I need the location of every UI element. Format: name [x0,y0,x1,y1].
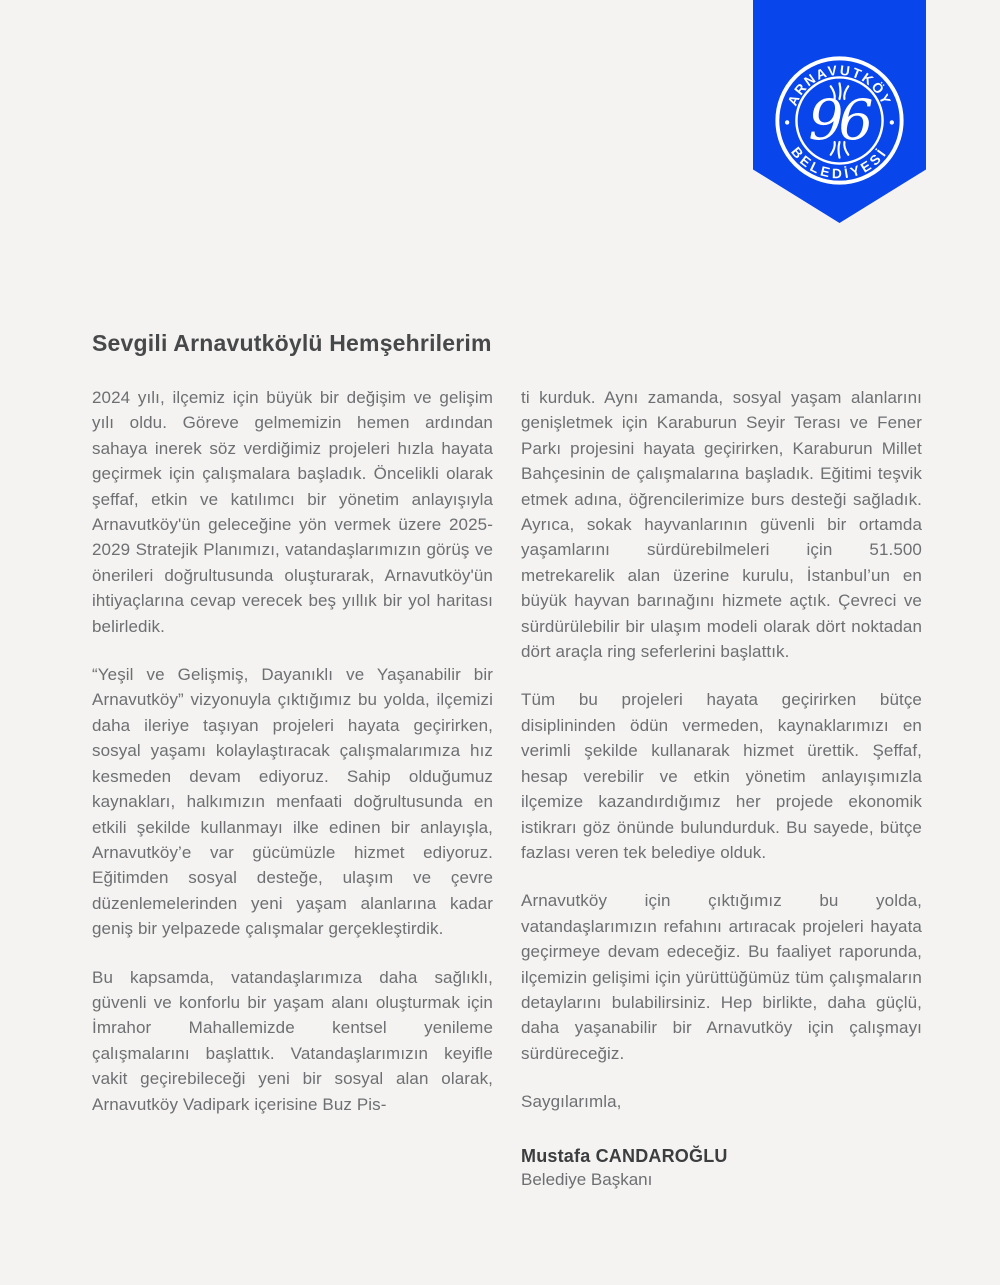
paragraph: Arnavutköy için çıktığımız bu yolda, vatandaşlarımızın refahını artıracak projeleri hayata geçirmeye devam edeceğiz. Bu faaliyet raporunda, ilçemizin gelişimi için yürüttüğümüz tüm çalışmaların detaylarını bulabilirsiniz. Hep birlikte, daha güçlü, daha yaşanabilir bir Arnavutköy için çalışmayı sürdüreceğiz. [521,891,922,1063]
seal-monogram: 96 [808,88,869,153]
paragraph: ti kurduk. Aynı zamanda, sosyal yaşam alanlarını genişletmek için Karaburun Seyir Terası ve Fener Parkı projesini hayata geçirirken, Karaburun Millet Bahçesinin de çalışmalarına başladık. Eğitimi teşvik etmek adına, öğrencilerimize burs desteği sağladık. Ayrıca, sokak hayvanlarının güvenli bir ortamda yaşamlarını sürdürebilmeleri için 51.500 metrekarelik alan üzerine kurulu, İstanbul’un en büyük hayvan barınağını hizmete açtık. Çevreci ve sürdürülebilir bir ulaşım modeli olarak dört noktadan dört araçla ring seferlerini başlattık. [521,388,922,662]
left-column [92,385,493,1192]
paragraph: Tüm bu projeleri hayata geçirirken bütçe disiplininden ödün vermeden, kaynaklarımızı en verimli şekilde kullanarak hizmet ürettik. Şeffaf, hesap verebilir ve etkin yönetim anlayışımızla ilçemize kazandırdığımız her projede ekonomik istikrarı göz önünde bulundurduk. Bu sayede, bütçe fazlası veren tek belediye olduk. [521,690,922,862]
seal-left-dot [785,120,789,124]
page-title: Sevgili Arnavutköylü Hemşehrilerim [92,330,492,356]
two-column-text [92,385,922,1192]
municipality-ribbon-banner [753,0,926,223]
seal-top-text: ARNAVUTKÖY [784,62,895,109]
seal-right-dot [890,120,894,124]
seal-bottom-text: BELEDİYESİ [788,144,891,182]
paragraph: Bu kapsamda, vatandaşlarımıza daha sağlıklı, güvenli ve konforlu bir yaşam alanı oluşturmak için İmrahor Mahallemizde kentsel yenileme çalışmalarını başlattık. Vatandaşlarımızın keyifle vakit geçirebileceği yeni bir sosyal alan olarak, Arnavutköy Vadipark içerisine Buz Pis- [92,967,493,1114]
municipality-seal-logo [771,52,908,189]
signer-name: Mustafa CANDAROĞLU [521,1145,728,1166]
closing-salutation: Saygılarımla, [521,1092,622,1112]
paragraph: 2024 yılı, ilçemiz için büyük bir değişim ve gelişim yılı oldu. Göreve gelmemizin hemen ardından sahaya inerek söz verdiğimiz projeleri hızla hayata geçirmek için çalışmalara başladık. Öncelikli olarak şeffaf, etkin ve katılımcı bir yönetim anlayışıyla Arnavutköy'ün geleceğine yön vermek üzere 2025-2029 Stratejik Planımızı, vatandaşlarımızın görüş ve önerileri doğrultusunda oluşturarak, Arnavutköy'ün ihtiyaçlarına cevap verecek beş yıllık bir yol haritası belirledik. [92,388,493,636]
letter-content [92,330,922,1192]
right-column [521,385,922,1192]
signer-title: Belediye Başkanı [521,1169,653,1189]
paragraph: “Yeşil ve Gelişmiş, Dayanıklı ve Yaşanabilir bir Arnavutköy” vizyonuyla çıktığımız bu yolda, ilçemizi daha ileriye taşıyan projeleri hayata geçirirken, sosyal yaşamı kolaylaştıracak çalışmalarımıza hız kesmeden devam ediyoruz. Sahip olduğumuz kaynakları, halkımızın menfaati doğrultusunda en etkili şekilde kullanmayı ilke edinen bir anlayışla, Arnavutköy’e var gücümüzle hizmet ediyoruz. Eğitimden sosyal desteğe, ulaşım ve çevre düzenlemelerinden yeni yaşam alanlarına kadar geniş bir yelpazede çalışmalar gerçekleştirdik. [92,665,493,939]
signature-block [521,1146,922,1192]
